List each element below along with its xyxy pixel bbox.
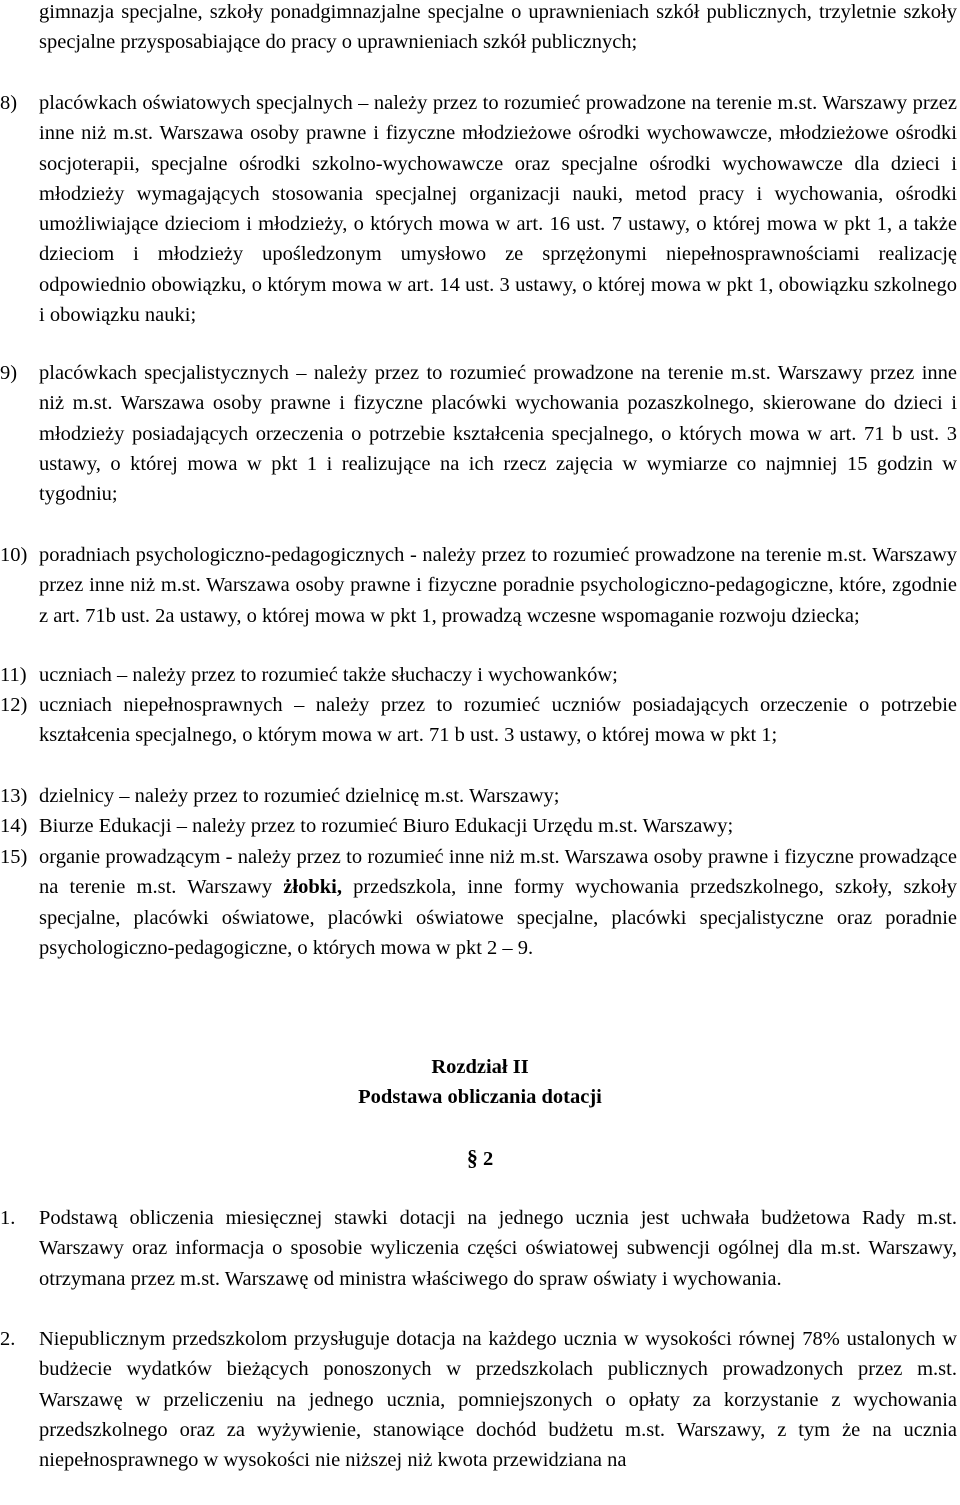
list-text: placówkach specjalistycznych – należy przez to rozumieć prowadzone na terenie m.st. Warszawy przez inne niż m.st. Warszawa osoby prawne i fizyczne placówki wychowania pozaszkolnego, skierowane do dzieci i młodzieży posiadających orzeczenia o potrzebie kształcenia specjalnego, o których mowa w art. 71 b ust. 3 ustawy, o której mowa w pkt 1 i realizujące na ich rzecz zajęcia w wymiarze co najmniej 15 godzin w tygodniu; [39, 362, 957, 506]
list-number: 8) [0, 92, 18, 114]
chapter-title: Rozdział II [431, 1056, 529, 1078]
list-text [39, 842, 957, 963]
section-number: 2 [482, 1148, 494, 1170]
intro-paragraph: gimnazja specjalne, szkoły ponadgimnazjalne specjalne o uprawnieniach szkół publicznych, trzyletnie szkoły specjalne przysposabiające do pracy o uprawnieniach szkół publicznych; [39, 1, 957, 54]
list-text: uczniach niepełnosprawnych – należy przez to rozumieć uczniów posiadających orzeczenie o potrzebie kształcenia specjalnego, o którym mowa w art. 71 b ust. 3 ustawy, o której mowa w pkt 1; [39, 694, 957, 747]
section-heading [0, 1143, 960, 1174]
list-text: dzielnicy – należy przez to rozumieć dzielnicę m.st. Warszawy; [39, 785, 560, 807]
list-number: 10) [0, 544, 28, 566]
list-number: 2. [0, 1328, 16, 1350]
text-run: organie prowadzącym - należy przez to rozumieć inne niż m.st. Warszawa osoby prawne i fizyczne prowadzące na terenie m.st. Warszawy [39, 846, 957, 899]
chapter-subtitle: Podstawa obliczania dotacji [358, 1086, 602, 1108]
section-sign: § [466, 1145, 478, 1170]
list-number: 11) [0, 664, 27, 686]
list-text: Biurze Edukacji – należy przez to rozumieć Biuro Edukacji Urzędu m.st. Warszawy; [39, 815, 734, 837]
list-number: 13) [0, 785, 28, 807]
list-text: uczniach – należy przez to rozumieć także słuchaczy i wychowanków; [39, 664, 618, 686]
text-run: przedszkola, inne formy wychowania przedszkolnego, szkoły, szkoły specjalne, placówki oświatowe, placówki oświatowe specjalne, placówki specjalistyczne oraz poradnie psychologiczno-pedagogiczne, o których mowa w pkt 2 – 9. [39, 876, 958, 959]
list-number: 9) [0, 362, 18, 384]
list-text: poradniach psychologiczno-pedagogicznych - należy przez to rozumieć prowadzone na terenie m.st. Warszawy przez inne niż m.st. Warszawa osoby prawne i fizyczne poradnie psychologiczno-pedagogiczne, które, zgodnie z art. 71b ust. 2a ustawy, o której mowa w pkt 1, prowadzą wczesne wspomaganie rozwoju dziecka; [39, 544, 957, 627]
list-text: Niepublicznym przedszkolom przysługuje dotacja na każdego ucznia w wysokości równej 78% ustalonych w budżecie wydatków bieżących ponoszonych w przedszkolach publicznych prowadzonych przez m.st. Warszawę w przeliczeniu na jednego ucznia, pomniejszonych o opłaty za korzystanie z wychowania przedszkolnego oraz za wyżywienie, stanowiące dochód budżetu m.st. Warszawy, z tym że na ucznia niepełnosprawnego w wysokości nie niższej niż kwota przewidziana na [39, 1328, 957, 1472]
bold-text: żłobki, [283, 876, 342, 899]
list-number: 1. [0, 1207, 16, 1229]
list-text: placówkach oświatowych specjalnych – należy przez to rozumieć prowadzone na terenie m.st. Warszawy przez inne niż m.st. Warszawa osoby prawne i fizyczne młodzieżowe ośrodki wychowawcze, młodzieżowe ośrodki socjoterapii, specjalne ośrodki szkolno-wychowawcze oraz specjalne ośrodki wychowawcze dla dzieci i młodzieży wymagających stosowania specjalnej organizacji nauki, metod pracy i wychowania, ośrodki umożliwiające dzieciom i młodzieży, o których mowa w art. 16 ust. 7 ustawy, o której mowa w pkt 1, a także dzieciom i młodzieży upośledzonym umysłowo ze sprzężonymi niepełnosprawnościami realizację odpowiednio obowiązku, o którym mowa w art. 14 ust. 3 ustawy, o której mowa w pkt 1, obowiązku szkolnego i obowiązku nauki; [39, 92, 957, 327]
list-text: Podstawą obliczenia miesięcznej stawki dotacji na jednego ucznia jest uchwała budżetowa Rady m.st. Warszawy oraz informacja o sposobie wyliczenia części oświatowej subwencji ogólnej dla m.st. Warszawy, otrzymana przez m.st. Warszawę od ministra właściwego do spraw oświaty i wychowania. [39, 1207, 957, 1290]
list-number: 12) [0, 694, 28, 716]
list-number: 15) [0, 846, 28, 868]
list-number: 14) [0, 815, 28, 837]
